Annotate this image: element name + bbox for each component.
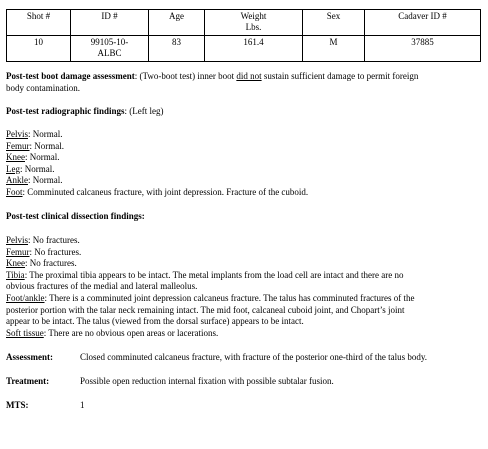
cell-age: 83 xyxy=(149,36,205,62)
mts-value: 1 xyxy=(80,400,85,410)
clinical-heading-suffix: : xyxy=(141,211,145,221)
finding-label: Soft tissue xyxy=(6,327,44,338)
cell-sex: M xyxy=(303,36,365,62)
header-id: ID # xyxy=(71,10,149,36)
cell-id-text: 99105-10- ALBC xyxy=(90,37,129,58)
finding-text: : Comminuted calcaneus fracture, with joint depression. Fracture of the cuboid. xyxy=(22,186,309,197)
finding-text: : The proximal tibia appears to be intact. The metal implants from the load cell are intact and there are no xyxy=(24,269,404,280)
boot-damage-text-before: : (Two-boot test) inner boot xyxy=(134,71,237,81)
boot-damage-emphasis: did not xyxy=(236,71,262,81)
finding-text: : Normal. xyxy=(20,163,55,174)
table-row xyxy=(7,36,481,62)
radiographic-heading-label: Post-test radiographic findings xyxy=(6,106,125,116)
finding-label: Ankle xyxy=(6,175,28,186)
clinical-findings-list xyxy=(6,235,480,339)
header-cadaver-id: Cadaver ID # xyxy=(365,10,481,36)
cell-shot: 10 xyxy=(7,36,71,62)
boot-damage-label: Post-test boot damage assessment xyxy=(6,71,135,81)
list-item xyxy=(6,164,480,176)
list-item xyxy=(6,270,480,293)
finding-text: : There are no obvious open areas or lacerations. xyxy=(43,327,219,338)
finding-label: Pelvis xyxy=(6,235,29,245)
finding-line xyxy=(6,270,480,282)
finding-label: Femur xyxy=(6,140,30,151)
radiographic-heading xyxy=(6,106,480,118)
clinical-heading xyxy=(6,211,480,223)
list-item xyxy=(6,247,480,259)
assessment-label: Assessment: xyxy=(6,352,53,362)
finding-label: Leg xyxy=(6,163,20,174)
finding-label: Knee xyxy=(6,258,25,269)
table-header-row xyxy=(7,10,481,36)
treatment-value: Possible open reduction internal fixation with possible subtalar fusion. xyxy=(80,376,334,386)
cell-cadaver-id: 37885 xyxy=(365,36,481,62)
finding-text: : There is a comminuted joint depression calcaneus fracture. The talus has comminuted fractures of the xyxy=(44,292,415,303)
finding-line: posterior portion with the talar neck remaining intact. The mid foot, calcaneal cuboid joint, and Chopart’s joint xyxy=(6,304,405,315)
finding-text: : Normal. xyxy=(29,140,64,151)
finding-text: : No fractures. xyxy=(29,246,82,257)
list-item xyxy=(6,141,480,153)
list-item xyxy=(6,258,480,270)
finding-text: : Normal. xyxy=(28,175,63,186)
assessment-value: Closed comminuted calcaneus fracture, with fracture of the posterior one-third of the talus body. xyxy=(80,352,428,362)
boot-damage-line-2: body contamination. xyxy=(6,82,80,93)
header-weight xyxy=(205,10,303,36)
cell-weight: 161.4 xyxy=(205,36,303,62)
list-item xyxy=(6,293,480,328)
finding-text: : No fractures. xyxy=(25,258,77,269)
list-item xyxy=(6,328,480,340)
boot-damage-section xyxy=(6,71,480,94)
finding-label: Foot xyxy=(6,186,23,197)
radiographic-findings-list xyxy=(6,129,480,199)
finding-line: obvious fractures of the medial and lateral malleolus. xyxy=(6,281,198,292)
list-item xyxy=(6,129,480,141)
shot-info-table xyxy=(6,9,481,62)
finding-line: appear to be intact. The talus (viewed from the dorsal surface) appears to be intact. xyxy=(6,316,304,327)
boot-damage-text-after: sustain sufficient damage to permit foreign xyxy=(261,71,419,81)
finding-label: Tibia xyxy=(6,269,25,280)
finding-text: : No fractures. xyxy=(28,235,80,245)
finding-label: Knee xyxy=(6,152,25,163)
list-item xyxy=(6,187,480,199)
treatment-label: Treatment: xyxy=(6,376,50,386)
finding-text: : Normal. xyxy=(25,152,60,163)
header-weight-text: Weight Lbs. xyxy=(240,11,267,32)
radiographic-heading-suffix: : (Left leg) xyxy=(124,106,164,116)
clinical-heading-label: Post-test clinical dissection findings xyxy=(6,211,142,221)
header-age: Age xyxy=(149,10,205,36)
header-shot: Shot # xyxy=(7,10,71,36)
list-item xyxy=(6,152,480,164)
finding-label: Pelvis xyxy=(6,129,29,139)
cell-id xyxy=(71,36,149,62)
list-item xyxy=(6,175,480,187)
boot-damage-line-1 xyxy=(6,71,480,83)
mts-label: MTS: xyxy=(6,400,29,410)
finding-label: Foot/ankle xyxy=(6,292,45,303)
finding-label: Femur xyxy=(6,246,30,257)
finding-line xyxy=(6,293,480,305)
finding-text: : Normal. xyxy=(28,129,63,139)
header-sex: Sex xyxy=(303,10,365,36)
list-item xyxy=(6,235,480,247)
